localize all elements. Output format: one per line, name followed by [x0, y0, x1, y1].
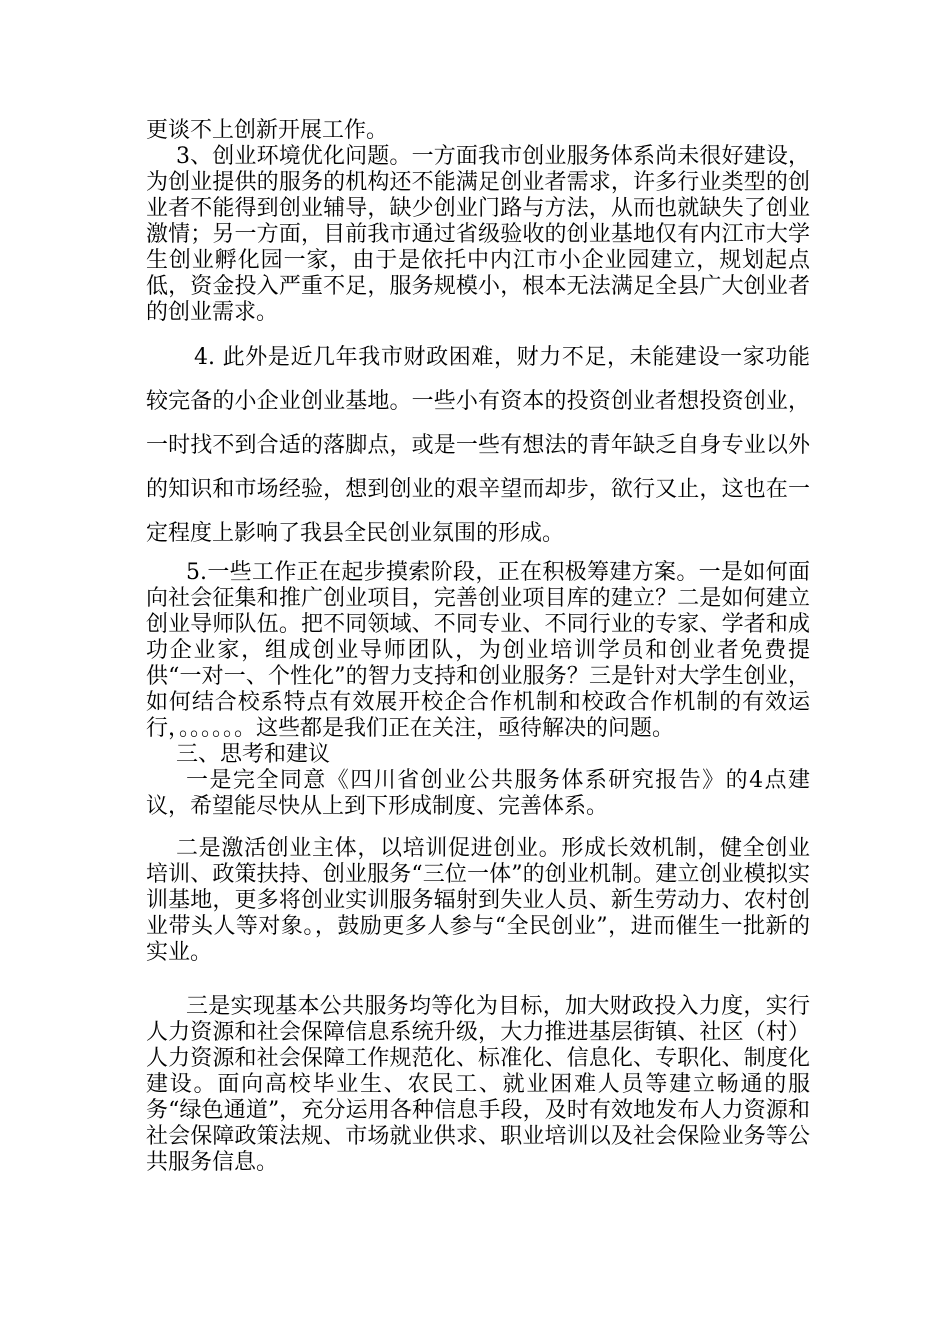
section-heading-3: 三、思考和建议: [176, 742, 331, 767]
paragraph-point-4: 4. 此外是近几年我市财政困难，财力不足，未能建设一家功能较完备的小企业创业基地。一些小有资本的投资创业者想投资创业，一时找不到合适的落脚点，或是一些有想法的青年缺乏自身专业以外的知识和市场经验，想到创业的艰辛望而却步，欲行又止，这也在一定程度上影响了我县全民创业氛围的形成。: [146, 345, 810, 546]
paragraph-suggestion-1: 一是完全同意《四川省创业公共服务体系研究报告》的4点建议，希望能尽快从上到下形成制度、完善体系。: [146, 768, 810, 819]
paragraph-point-5: 5.一些工作正在起步摸索阶段，正在积极筹建方案。一是如何面向社会征集和推广创业项目，完善创业项目库的建立？二是如何建立创业导师队伍。把不同领域、不同专业、不同行业的专家、学者和成功企业家，组成创业导师团队，为创业培训学员和创业者免费提供“一对一、个性化”的智力支持和创业服务？三是针对大学生创业，如何结合校系特点有效展开校企合作机制和校政合作机制的有效运行，。。。。。。这些都是我们正在关注，亟待解决的问题。: [146, 560, 810, 741]
paragraph-continuation: 更谈不上创新开展工作。: [146, 118, 389, 143]
paragraph-suggestion-3: 三是实现基本公共服务均等化为目标，加大财政投入力度，实行人力资源和社会保障信息系统升级，大力推进基层街镇、社区（村）人力资源和社会保障工作规范化、标准化、信息化、专职化、制度化建设。面向高校毕业生、农民工、就业困难人员等建立畅通的服务“绿色通道”，充分运用各种信息手段，及时有效地发布人力资源和社会保障政策法规、市场就业供求、职业培训以及社会保险业务等公共服务信息。: [146, 994, 810, 1175]
paragraph-suggestion-2: 二是激活创业主体，以培训促进创业。形成长效机制，健全创业培训、政策扶持、创业服务“三位一体”的创业机制。建立创业模拟实训基地，更多将创业实训服务辐射到失业人员、新生劳动力、农村创业带头人等对象。，鼓励更多人参与“全民创业”，进而催生一批新的实业。: [146, 836, 810, 965]
document-page: [146, 118, 810, 1176]
paragraph-point-3: 3、创业环境优化问题。一方面我市创业服务体系尚未很好建设，为创业提供的服务的机构还不能满足创业者需求，许多行业类型的创业者不能得到创业辅导，缺少创业门路与方法，从而也就缺失了创业激情；另一方面，目前我市通过省级验收的创业基地仅有内江市大学生创业孵化园一家，由于是依托中内江市小企业园建立，规划起点低，资金投入严重不足，服务规模小，根本无法满足全县广大创业者的创业需求。: [146, 144, 810, 325]
